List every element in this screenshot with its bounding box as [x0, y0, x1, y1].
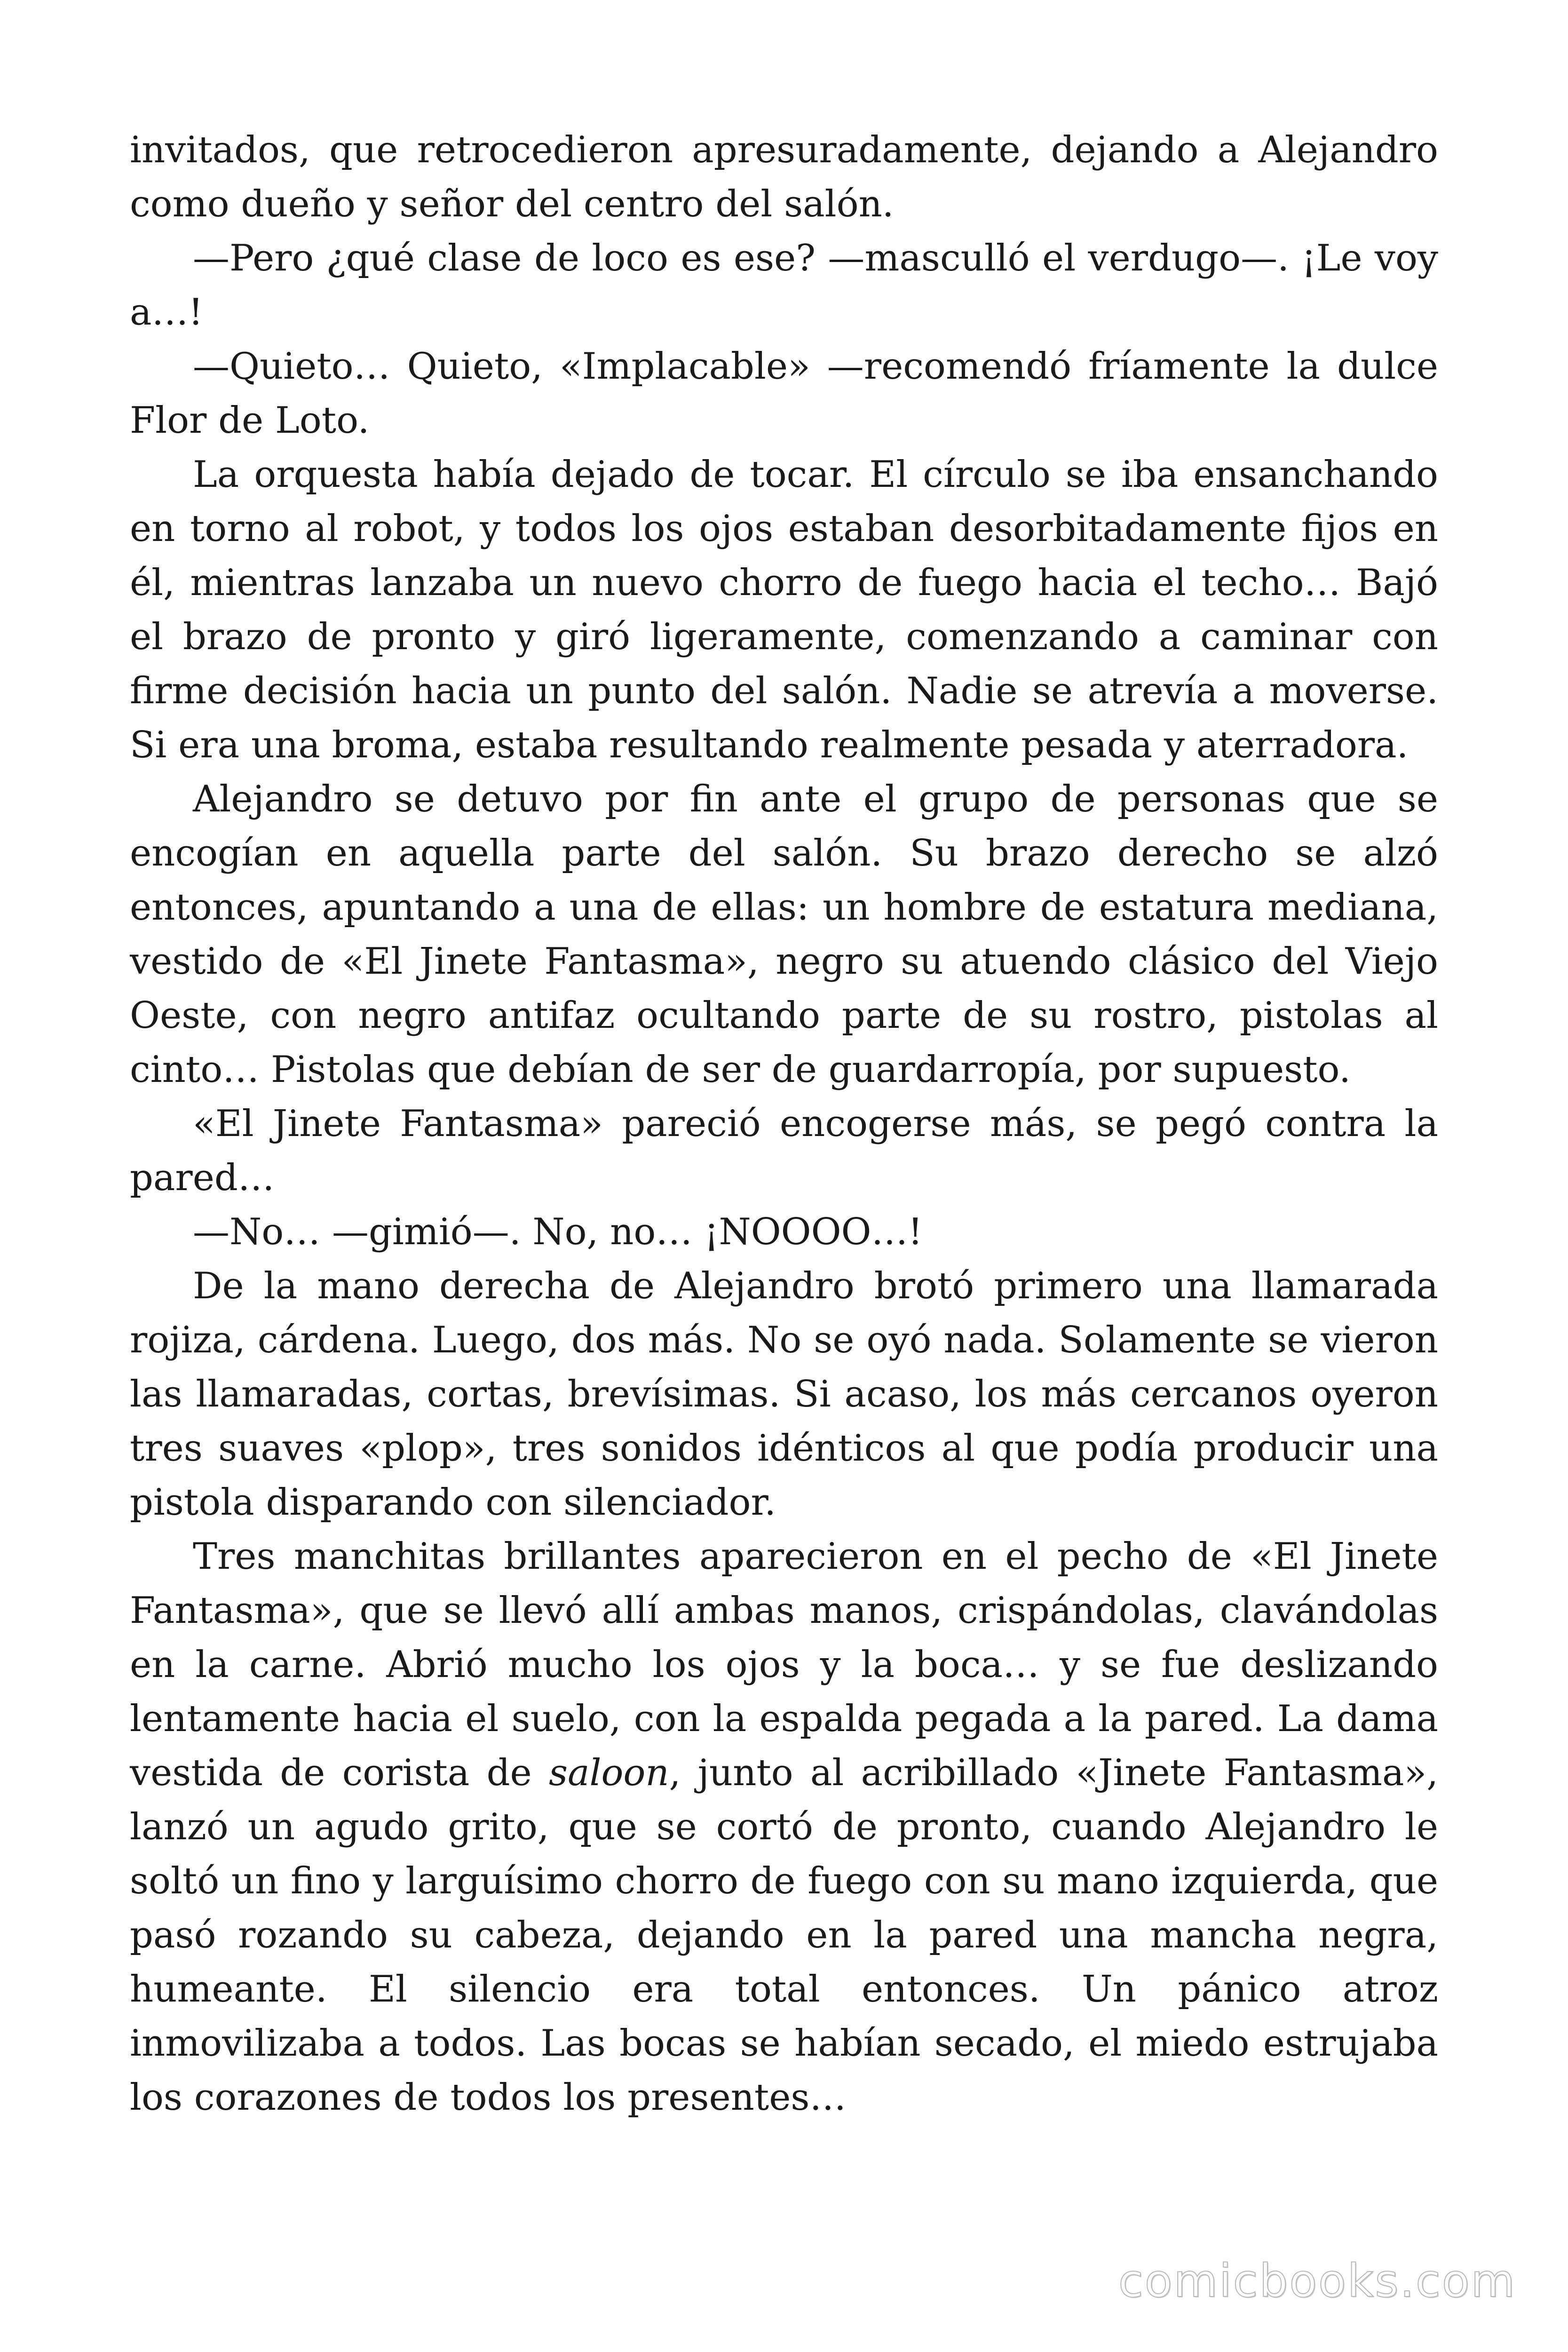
paragraph-6: «El Jinete Fantasma» pareció encogerse más, se pegó contra la pared… [130, 1103, 1438, 1199]
paragraph-9-italic-word: saloon [548, 1752, 669, 1794]
paragraph-5: Alejandro se detuvo por fin ante el grupo de personas que se encogían en aquella parte del salón. Su brazo derecho se alzó entonces, apuntando a una de ellas: un hombre de estatura mediana, vestido de «El Jinete Fantasma», negro su atuendo clásico del Viejo Oeste, con negro antifaz ocultando parte de su rostro, pistolas al cinto… Pistolas que debían de ser de guardarropía, por supuesto. [130, 778, 1438, 1091]
paragraph-1: invitados, que retrocedieron apresuradamente, dejando a Alejandro como dueño y señor del centro del salón. [130, 129, 1438, 225]
paragraph-3: —Quieto… Quieto, «Implacable» —recomendó fríamente la dulce Flor de Loto. [130, 345, 1438, 442]
paragraph-9-text-after: , junto al acribillado «Jinete Fantasma», lanzó un agudo grito, que se cortó de pronto, cuando Alejandro le soltó un fino y larguísimo chorro de fuego con su mano izquierda, que pasó rozando su cabeza, dejando en la pared una mancha negra, humeante. El silencio era total entonces. Un pánico atroz inmovilizaba a todos. Las bocas se habían secado, el miedo estrujaba los corazones de todos los presentes… [130, 1752, 1439, 2119]
paragraph-2: —Pero ¿qué clase de loco es ese? —masculló el verdugo—. ¡Le voy a…! [130, 237, 1438, 334]
paragraph-9 [130, 1530, 1438, 2125]
book-page-text [130, 123, 1438, 2125]
paragraph-9-text-before: Tres manchitas brillantes aparecieron en el pecho de «El Jinete Fantasma», que se llevó allí ambas manos, crispándolas, clavándolas en la carne. Abrió mucho los ojos y la boca… y se fue deslizando lentamente hacia el suelo, con la espalda pegada a la pared. La dama vestida de corista de [130, 1535, 1438, 1794]
paragraph-8: De la mano derecha de Alejandro brotó primero una llamarada rojiza, cárdena. Luego, dos más. No se oyó nada. Solamente se vieron las llamaradas, cortas, brevísimas. Si acaso, los más cercanos oyeron tres suaves «plop», tres sonidos idénticos al que podía producir una pistola disparando con silenciador. [130, 1265, 1438, 1524]
paragraph-4: La orquesta había dejado de tocar. El círculo se iba ensanchando en torno al robot, y todos los ojos estaban desorbitadamente fijos en él, mientras lanzaba un nuevo chorro de fuego hacia el techo… Bajó el brazo de pronto y giró ligeramente, comenzando a caminar con firme decisión hacia un punto del salón. Nadie se atrevía a moverse. Si era una broma, estaba resultando realmente pesada y aterradora. [130, 453, 1438, 766]
watermark: comicbooks.com [1118, 2255, 1516, 2307]
paragraph-7: —No… —gimió—. No, no… ¡NOOOO…! [193, 1211, 923, 1253]
